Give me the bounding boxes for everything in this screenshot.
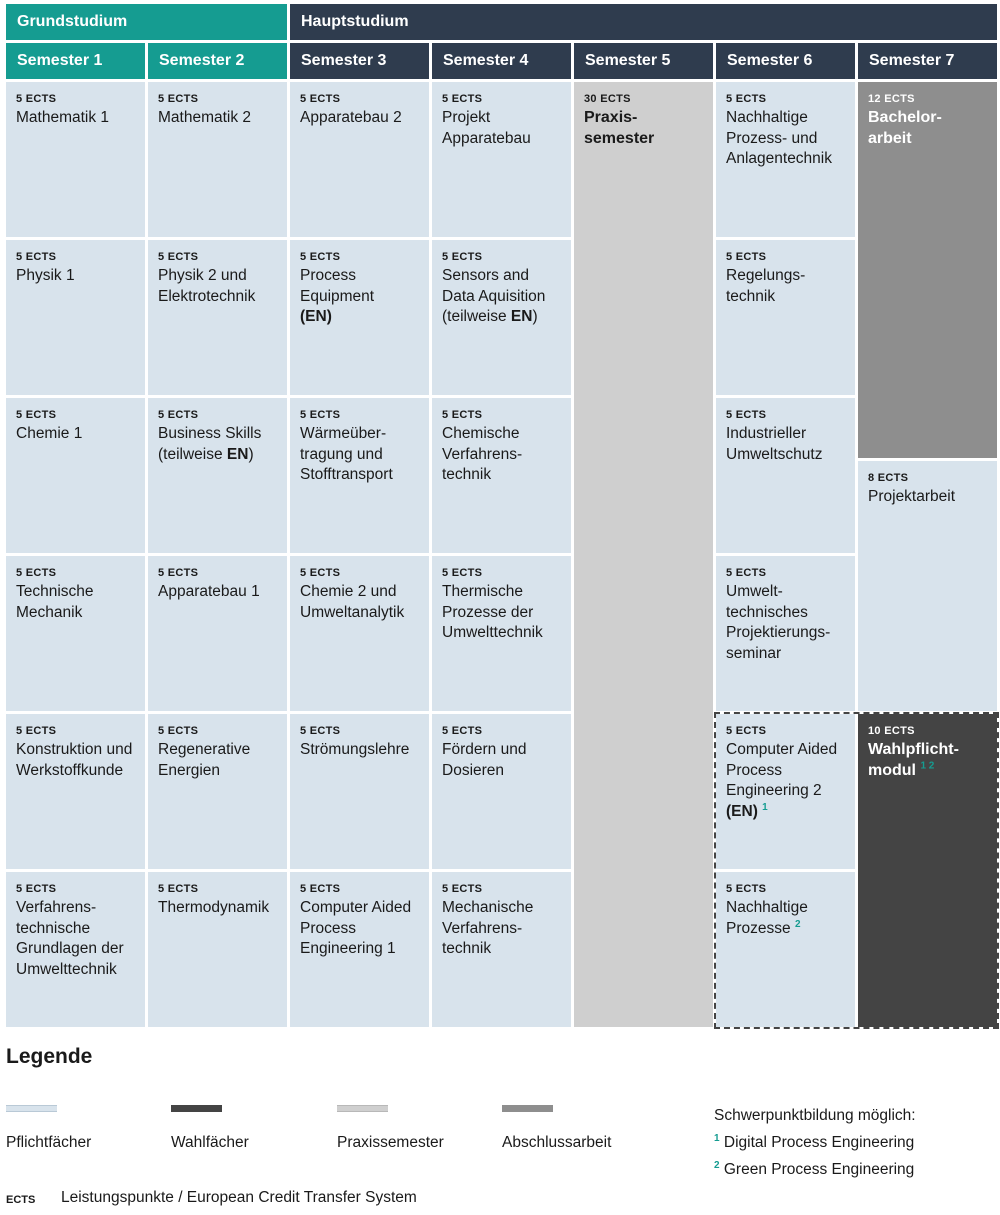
bachelorarbeit-block [858,82,997,458]
semester-label: Semester 2 [159,52,245,69]
legend-label-praxis: Praxissemester [337,1134,444,1151]
ects-value: 5 ECTS [16,567,57,579]
module-title: Physik 1 [16,267,75,284]
ects-value: 5 ECTS [726,883,767,895]
ects-value: 5 ECTS [16,883,57,895]
module-title-suffix: ) [248,445,254,463]
english-marker: EN [510,308,533,325]
ects-value: 10 ECTS [868,725,915,737]
ects-value: 5 ECTS [16,409,57,421]
footnote-marker: 1 2 [920,760,935,772]
footnote-marker: 2 [714,1159,720,1171]
module-title-text: Computer Aided Process Engineering 2 [726,741,838,799]
module-title-text: Sensors and Data Aquisition (teilweise [442,267,546,325]
ects-value: 5 ECTS [300,883,341,895]
module-title: Apparatebau 1 [158,583,260,600]
ects-value: 5 ECTS [300,409,341,421]
module-title [726,740,845,822]
semester-7-header [858,43,997,79]
semester-label: Semester 3 [301,52,387,69]
module-title [158,424,277,465]
ects-abbreviation: ECTS [6,1194,36,1206]
module-title-text: Nachhaltige Prozesse [726,899,808,937]
module-title: Projekt Apparatebau [442,109,531,147]
legend-swatch-wahl [171,1105,222,1112]
footnote-marker: 1 [714,1132,720,1144]
module-title: Thermodynamik [158,899,270,916]
module-cell [432,714,571,869]
legend-title: Legende [6,1045,93,1068]
schwerpunkt-item-2 [714,1161,914,1179]
module-title-text: Process Equipment [300,267,375,305]
ects-value: 5 ECTS [442,251,483,263]
module-cell [290,714,429,869]
schwerpunkt-item-1 [714,1134,914,1152]
module-title: Chemie 1 [16,425,83,442]
module-title: Konstruktion und Werkstoffkunde [16,741,133,779]
module-title: Verfahrenstechnische Grundlagen der Umwelttechnik [16,899,124,978]
ects-value: 5 ECTS [300,93,341,105]
ects-value: 5 ECTS [442,725,483,737]
hauptstudium-label: Hauptstudium [301,13,409,30]
module-title: Umwelttechnisches Projektierungsseminar [726,583,831,662]
semester-label: Semester 4 [443,52,529,69]
ects-value: 5 ECTS [442,93,483,105]
module-title: Physik 2 und Elektrotechnik [158,267,256,305]
module-title: Industrieller Umweltschutz [726,425,823,463]
grundstudium-label: Grundstudium [17,13,128,30]
elective-module-cell [716,714,855,869]
elective-module-cell [716,872,855,1027]
module-cell [148,82,287,237]
ects-value: 5 ECTS [158,93,199,105]
legend-swatch-abschluss [502,1105,553,1112]
module-cell [716,82,855,237]
module-title-text: Business Skills (teilweise [158,425,262,463]
ects-value: 5 ECTS [442,409,483,421]
module-title [868,740,978,781]
ects-value: 5 ECTS [726,409,767,421]
ects-value: 5 ECTS [16,93,57,105]
ects-value: 5 ECTS [300,567,341,579]
module-title: Mathematik 1 [16,109,110,126]
module-cell [716,398,855,553]
module-title: Wärmeübertragung und Stofftransport [300,425,393,483]
ects-value: 5 ECTS [726,251,767,263]
ects-value: 8 ECTS [868,472,909,484]
english-marker: EN [226,445,249,463]
module-title: Technische Mechanik [16,583,94,621]
module-cell [6,82,145,237]
module-cell [6,714,145,869]
module-cell [148,872,287,1027]
module-title: Nachhaltige Prozess- und Anlagentechnik [726,109,832,167]
module-cell [290,872,429,1027]
footnote-marker: 2 [794,918,801,930]
module-title: Fördern und Dosieren [442,741,527,779]
module-title-text: Wahlpflicht-modul [868,741,959,779]
ects-value: 5 ECTS [300,251,341,263]
module-cell [6,240,145,395]
module-cell [148,398,287,553]
module-cell [716,556,855,711]
ects-value: 5 ECTS [16,251,57,263]
ects-value: 5 ECTS [726,567,767,579]
module-cell [148,714,287,869]
semester-label: Semester 1 [17,52,103,69]
semester-3-header [290,43,429,79]
legend-label-wahl: Wahlfächer [171,1134,249,1151]
semester-4-header [432,43,571,79]
ects-value: 5 ECTS [158,725,199,737]
schwerpunkt-title: Schwerpunktbildung möglich: [714,1107,916,1124]
ects-value: 5 ECTS [726,725,767,737]
module-title: Chemische Verfahrenstechnik [442,425,523,483]
module-cell [290,240,429,395]
module-title [726,898,845,939]
ects-value: 5 ECTS [158,409,199,421]
english-marker: (EN) [300,308,332,325]
module-title: Apparatebau 2 [300,109,402,126]
legend-label-abschluss: Abschlussarbeit [502,1134,612,1151]
module-title: Regelungstechnik [726,267,806,305]
ects-value: 5 ECTS [158,567,199,579]
module-cell [432,556,571,711]
module-title: Mechanische Verfahrenstechnik [442,899,534,957]
module-cell [6,872,145,1027]
module-title: Thermische Prozesse der Umwelttechnik [442,583,543,641]
semester-1-header [6,43,145,79]
legend-swatch-pflicht [6,1105,57,1112]
module-title [442,266,561,328]
semester-label: Semester 6 [727,52,813,69]
ects-value: 5 ECTS [442,567,483,579]
grundstudium-header [6,4,287,40]
module-cell [148,556,287,711]
ects-value: 5 ECTS [158,251,199,263]
ects-value: 30 ECTS [584,93,631,105]
ects-value: 12 ECTS [868,93,915,105]
module-cell [6,398,145,553]
semester-5-header [574,43,713,79]
module-cell [432,82,571,237]
module-cell [290,398,429,553]
ects-value: 5 ECTS [16,725,57,737]
module-title: Bachelor-arbeit [868,109,942,147]
hauptstudium-header [290,4,997,40]
module-title: Chemie 2 und Umweltanalytik [300,583,405,621]
module-cell [432,872,571,1027]
module-title: Regenerative Energien [158,741,251,779]
module-cell [148,240,287,395]
semester-label: Semester 5 [585,52,671,69]
ects-value: 5 ECTS [726,93,767,105]
module-title: Mathematik 2 [158,109,252,126]
module-title: Computer Aided Process Engineering 1 [300,899,412,957]
ects-value: 5 ECTS [300,725,341,737]
schwerpunkt-label: Digital Process Engineering [723,1134,915,1151]
wahlpflichtmodul-block [858,714,997,1027]
module-cell [290,82,429,237]
module-title: Praxis-semester [584,109,655,147]
ects-description: Leistungspunkte / European Credit Transfer System [61,1189,417,1206]
module-title: Projektarbeit [868,488,956,505]
schwerpunkt-label: Green Process Engineering [723,1161,915,1178]
projektarbeit-block [858,461,997,711]
module-cell [432,240,571,395]
module-cell [716,240,855,395]
english-marker: (EN) [726,802,758,820]
ects-value: 5 ECTS [158,883,199,895]
module-title-suffix: ) [532,308,538,325]
legend-label-pflicht: Pflichtfächer [6,1134,92,1151]
module-cell [432,398,571,553]
semester-2-header [148,43,287,79]
module-title: Strömungslehre [300,741,410,758]
module-title [300,266,419,328]
module-cell [290,556,429,711]
praxissemester-block [574,82,713,1027]
semester-label: Semester 7 [869,52,955,69]
footnote-marker: 1 [762,801,768,813]
module-cell [6,556,145,711]
legend-swatch-praxis [337,1105,388,1112]
semester-6-header [716,43,855,79]
ects-value: 5 ECTS [442,883,483,895]
